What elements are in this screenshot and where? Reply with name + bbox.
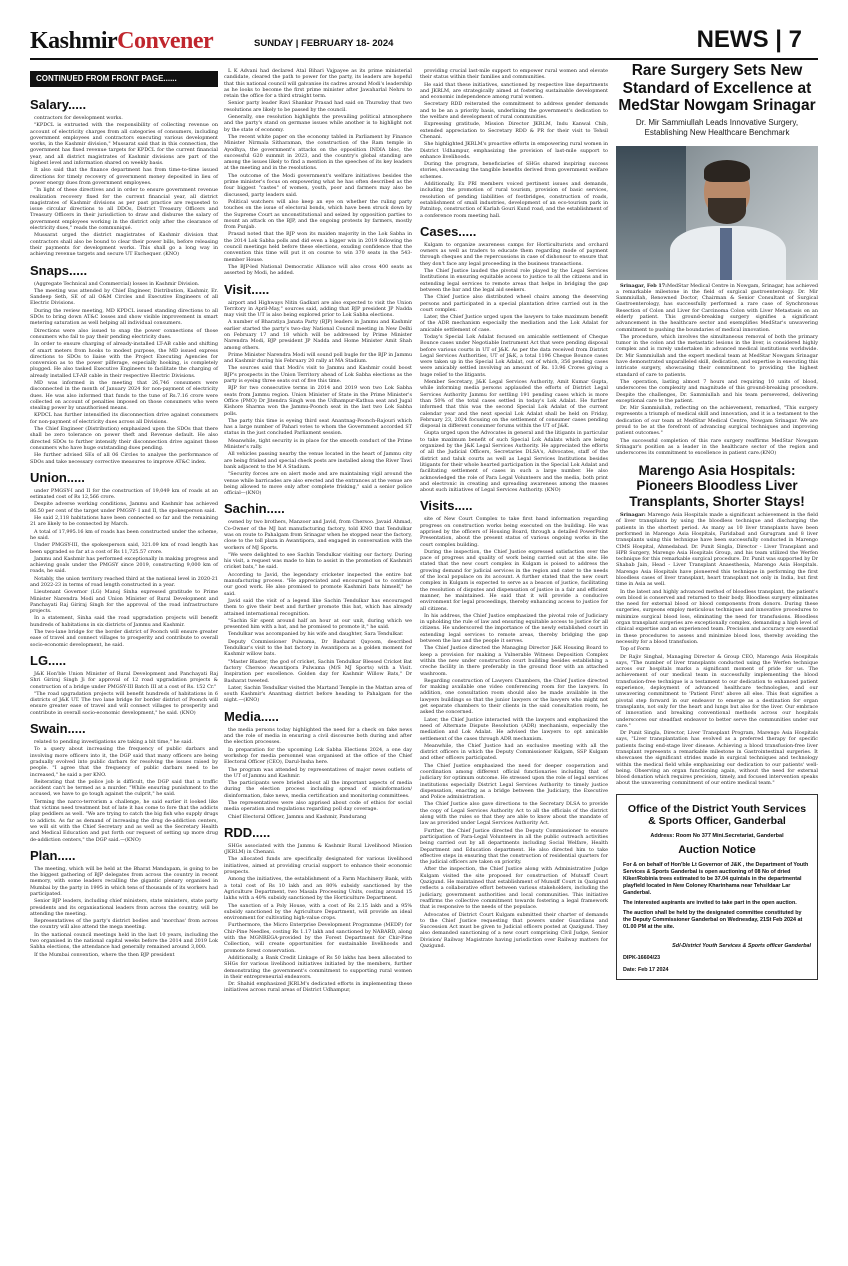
right-column [616, 62, 818, 980]
notice-heading: Auction Notice [678, 843, 756, 856]
article-paragraph: He further advised SEs of all 06 Circles to analyse the performance of SDOs and take necessary corrective measures to improve AT&C index. [30, 452, 218, 465]
dateline: SUNDAY | FEBRUARY 18- 2024 [254, 38, 394, 49]
article-paragraph: The meeting was attended by Chief Engineer, Distribution, Kashmir, Er. Sandeep Seth, SE of all O&M Circles and Executive Engineers of all Electric Divisions. [30, 287, 218, 307]
notice-address: Address: Room No 377 Mini.Secretariat, Ganderbal [650, 832, 784, 839]
article-paragraph: "Master Blaster, the god of cricket, Sachin Tendulkar Blessed Cricket Bat factory Chersoo Awantipora Pulwama (M/S MJ Sports) with a Visit. Inspiration per excellence. Golden day for Kashmir Willow Bats," Dr Basharat tweeted. [224, 658, 412, 684]
article-paragraph: "In light of these directives and in order to ensure government revenue realization recovery fixed for the current financial year, all district magistrates of Kashmir divisions as per past practice are requested to issue circular directions to all DDOs, District Treasury Officers and Treasury Officers in their jurisdiction to draw and disburse the salary of government employees working in the district only after the clearance of electricity dues," reads the communiqué. [30, 187, 218, 232]
medstar-para-2: The procedure, which involves the simultaneous removal of both the primary tumor in the colon and the metastatic lesions in the liver, is considered highly complex and is rarely undertaken in advanced medical institutions worldwide. Dr. Mir Sammiullah and the expert medical team at MedStar Nowgam Srinagar have demonstrated unparalleled skill, dedication, and expertise in executing this intricate surgery, showcasing their commitment to providing the highest standard of care to patients. [616, 333, 818, 378]
marengo-para-2: In the latest and highly advanced method of bloodless transplant, the patient's own blood is conserved and returned to their body. Bloodless surgery eliminates the need for external blood or blood components from donors. During these surgeries, surgeons employ meticulous techniques and innovative procedures to minimize surgical blood loss, eliminating the need for transfusions. Bloodless organ transplant surgeries are exceptionally complex, demanding a high level of clinical expertise and an experienced team. Precision and accuracy are essential in these procedures to assess and minimize blood loss, thereby avoiding the necessity for a blood transfusion. [616, 588, 818, 645]
article-heading[interactable]: Salary..... [30, 97, 87, 112]
marengo-para-1: Marengo Asia Hospitals made a significant achievement in the field of liver transplants by using the bloodless technique and discharging the patients in the shortest period. As many as 10 liver transplants have been performed in Marengo Asia Hospitals, Faridabad and Gurugram and 8 liver transplants using this technique have been successfully conducted in Marengo CIMS Hospital, Ahmedabad. Dr. Punit Singla, Director - Liver Transplant and HPB Surgery, Marengo Asia Hospitals Group, and his team utilized the Werfen technique for this remarkable surgical procedure. Dr. Punit was supported by Dr Shabab Jain, Head - Liver Transplant Anaesthesia, Marengo Asia Hospitals. Marengo Asia Hospitals have pioneered this technique in performing the first bloodless cases of liver transplant, heart transplant not only in India, but first time in Asia as well. [616, 512, 818, 588]
article-paragraph: Chief Electoral Officer, Jammu and Kashmir, Pandurang [228, 813, 367, 820]
medstar-para-3: The operation, lasting almost 7 hours and requiring 10 units of blood, underscores the complexity and magnitude of this ground-breaking procedure. Despite the challenges, Dr. Sammiullah and his team persevered, delivering exceptional care to the patient. [616, 378, 818, 404]
article-paragraph: The Chief Engineer (Distribution) emphasized upon the SDOs that there shall be zero tolerance on power theft and Revenue default. He also directed SDOs to further intensify their disconnection drive against those consumers who have huge outstanding dues pending. [30, 426, 218, 451]
article-paragraph: The representatives were also apprised about code of ethics for social media operation and regulations regarding poll day coverage. [224, 799, 412, 813]
article-paragraph: The program was attended by representatives of major news outlets of the UT of Jammu and Kashmir. [224, 766, 412, 779]
notice-body [623, 862, 811, 931]
masthead-rule [30, 58, 818, 60]
article-paragraph: Additionally, Ex PRI members voiced pertinent issues and demands, including the promotion of rural tourism, provision of basic services, resolution of pending liabilities of footbridges, construction of roads, establishment of small industries, development of an eco-tourism park in Patnitop, construction of Karlah Gouri Kund road, and the establishment of a conference room meeting hall. [420, 181, 608, 219]
notice-date: Date: Feb 17 2024 [623, 966, 669, 973]
article-paragraph: Meanwhile, tight security is in place for the smooth conduct of the Prime Minister's rally. [224, 437, 412, 451]
auction-notice [616, 794, 818, 980]
article-paragraph: Among the initiatives, the establishment of a Farm Machinery Bank, with a total cost of Rs 10 lakh and an 80% subsidy sanctioned by the Agriculture Department, two Masala Processing Units, costing around 15 lakhs with a 40% subsidy sanctioned by the Horticulture Department. [224, 876, 412, 902]
article-paragraph: BJP for two consecutive terms in 2014 and 2019 won two Lok Sabha seats from Jammu region. Union Minister of State in the Prime Minister's Office (PMO) Dr Jitendra Singh won the Udhampur-Kathua seat and Jugal Kishore Sharma won the Jammu-Poonch seat in the last two Lok Sabha polls. [224, 385, 412, 417]
article-heading[interactable]: Union..... [30, 469, 85, 485]
doctor-photo [616, 146, 818, 280]
article-heading[interactable]: RDD..... [224, 824, 271, 840]
newspaper-logo[interactable] [30, 28, 213, 55]
article-paragraph: "KPDCL is entrusted with the responsibility of collecting revenue on account of electricity charges from all categories of consumers, including government employees and contractors executing various development works, in the Kashmir division," Mussarat said that in this connection, the government has fixed revenue targets for KPDCL for the current financial year, and all district magistrates of Kashmir divisions are part of the highest level and information shared on weekly basis. [30, 122, 218, 167]
article-paragraph: It also said that the finance department has from time-to-time issued directions for timely recovery of government money deposited in lieu of power energy dues from government employees. [30, 167, 218, 186]
article-heading[interactable]: Media..... [224, 708, 279, 724]
column-2 [224, 68, 412, 995]
article-paragraph: During the program, beneficiaries of SHGs shared inspiring success stories, showcasing the tangible benefits derived from government welfare schemes. [420, 161, 608, 180]
article-heading[interactable]: Plan..... [30, 847, 76, 863]
article-paragraph: The recent white paper on the economy tabled in Parliament by Finance Minister Nirmala Sitharaman, the construction of the Ram temple in Ayodhya, the government's attacks on the opposition INDIA bloc, the successful G20 summit in 2023, and the country's global standing are among the issues likely to find a mention in the speeches of its key leaders at the meeting and in the resolutions. [224, 133, 412, 172]
article-paragraph: In a statement, Sinha said the road upgradation projects will benefit hundreds of habitations in six districts of Jammu and Kashmir. [30, 615, 218, 628]
medstar-article [616, 283, 818, 457]
article-paragraph: Dr. Shahid emphasized JKRLM's dedicated efforts in implementing these initiatives across rural areas of District Udhampur, [224, 981, 412, 994]
article-paragraph: Later, the Chief Justice interacted with the lawyers and emphasized the need of Alternate Dispute Resolution (ADR) mechanism, especially the mediation and Lok Adalat. He advised the lawyers to opt amicable settlement of the cases through ADR mechanism. [420, 716, 608, 742]
article-paragraph: According to Javid, the legendary cricketer inspected the entire bat manufacturing process. "He appreciated and encouraged us to continue our good work. He also promised to promote Kashmiri bats himself," he said. [224, 571, 412, 597]
article-paragraph: She highlighted JKRLM's proactive efforts in empowering rural women in District Udhampur, emphasizing the provision of last-mile support to enhance livelihoods. [420, 141, 608, 160]
article-paragraph: Mussarat urged the district magistrates of Kashmir division that contractors shall also be bound to clear their power bills, before releasing their payments for development works. This shall go a long way in achieving revenue targets and secure UT Exchequer. (KNO) [30, 232, 218, 258]
article-paragraph: "Security forces are on alert mode and are maintaining vigil around the venue while barricades are also erected and the entrances at the venue are being allowed to move only after complete frisking," said a senior police official—(KNO) [224, 471, 412, 497]
article-paragraph: Additionally, a Bank Credit Linkage of Rs 50 lakhs has been allocated to SHGs for various livelihood initiatives initiated by the members, further demonstrating the government's commitment to supporting rural women in their entrepreneurial endeavors. [224, 954, 412, 980]
article-paragraph: site of New Court Complex to take first hand information regarding progress on construction works being executed on the building. He was apprised by the officers of Housing Board, through a detailed PowerPoint Presentation, about the present status of various ongoing works in the court complex building. [420, 516, 608, 548]
article-paragraph: The BJP-led National Democratic Alliance will also cross 400 seats as asserted by Modi, he added. [224, 263, 412, 277]
article-paragraph: Reiterating that the police job is difficult, the DGP said that a traffic accident can't be termed as a murder. "While ensuring punishment to the accused, we have to go tough against the culprit," he said. [30, 778, 218, 798]
article-paragraph: All vehicles passing nearby the venue located in the heart of Jammu city are being frisked and special check posts are installed along the River Tawi bank adjacent to the M A Stadium. [224, 451, 412, 470]
article-paragraph: Notably, the union territory reached third at the national level in 2020-21 and 2022-23 in terms of road length constructed in a year. [30, 575, 218, 588]
article-paragraph: Prasad noted that the BJP won its maiden majority in the Lok Sabha in the 2014 Lok Sabha polls and did even a bigger win in 2019 following the council meetings held before these elections, exuding confidence that the convention this time will put it on course to win 370 seats in the 543-member House. [224, 231, 412, 263]
article-paragraph: During the review meeting, MD KPDCL issued standing directions to all SDOs to bring down AT&C losses and show visible improvement in smart metering saturation as well helping all individual consumers. [30, 307, 218, 327]
article-paragraph: Member Secretary, J&K Legal Services Authority, Amit Kumar Gupta, while informing media persons applauded the efforts of District Legal Services Authority Jammu for settling 191 pending cases which is more than 50% of the total cases settled in today's Lok Adalat. He further informed that this was the second Special Lok Adalat of the current calendar year and the next special Lok Adalat shall be held on Friday, February 23, 2024 focusing on the settlement of consumer cases pending disposal in different consumer forums within the UT of J&K. [420, 379, 608, 430]
article-paragraph: MD was informed in the meeting that 26,746 consumers were disconnected in the month of January 2024 for non-payment of electricity dues. He was also informed that funds to the tune of Rs.7.16 crore were collected on account of penalties imposed on those consumers who were stealing power by unauthorised means. [30, 379, 218, 412]
article-paragraph: Jammu and Kashmir has performed exceptionally in making progress and achieving goals under the PMGSY since 2019, constructing 9,000 km of roads, he said. [30, 555, 218, 575]
article-paragraph: Directions were also issued to snap the power connections of those consumers who fail to pay their pending electricity dues. [30, 327, 218, 340]
logo-convener: Convener [117, 28, 214, 54]
notice-title: Office of the District Youth Services & Sports Officer, Ganderbal [627, 802, 807, 827]
notice-body-3: The auction shall be held by the designated committee constituted by the Deputy Commissioner Ganderbal on Wednesday, 21St Feb 2024 at 01.00 PM at the site. [623, 909, 803, 930]
article-paragraph: Senior BJP leaders, including chief ministers, state ministers, state party presidents and its organisational leaders from across the country, will be attending the meeting. [30, 898, 218, 917]
article-paragraph: Later, Sachin Tendulkar visited the Martand Temple in the Mattan area of south Kashmir's Anantnag district before heading to Pahalgam for the night.—(KNO) [224, 684, 412, 704]
article-heading[interactable]: Swain..... [30, 721, 86, 737]
article-paragraph: Meanwhile, the Chief Justice had an exclusive meeting with all the district officers in which the Deputy Commissioner Kulgam, SSP Kulgam and other officers participated. [420, 742, 608, 762]
article-paragraph: He said that these initiatives, sanctioned by respective line departments and JKRLM, are strategically aimed at fostering sustainable development and economic independence among rural women. [420, 81, 608, 101]
column-3 [420, 68, 608, 950]
article-paragraph: The outcome of the Modi government's welfare initiatives besides the prime minister's focus on empowering what he has often described as the four biggest "castes" of women, youth, poor and farmers may also be discussed, party leaders said. [224, 172, 412, 198]
article-paragraph: The party this time is eyeing third seat Anantnag-Poonch-Rajouri which has a large number of Pahari votes to whom the Government accorded ST status in the just concluded Parliament session. [224, 417, 412, 437]
article-paragraph: The two-lane bridge for the border district of Poonch will ensure greater ease of travel and connect villages to prosperity and contribute to overall socio-economic development, he said. [30, 629, 218, 648]
article-heading[interactable]: LG..... [30, 652, 67, 668]
article-paragraph: "We were delighted to see Sachin Tendulkar visiting our factory. During his visit, a request was made to him to assist in the promotion of Kashmiri cricket bats," he said. [224, 551, 412, 571]
medstar-subheadline: Dr. Mir Sammiullah Leads Innovative Surgery, Establishing New Healthcare Benchmark [635, 117, 799, 137]
article-paragraph: Later, the Chief Justice urged upon the lawyers to take maximum benefit of the ADR mechanism especially the mediation and the Lok Adalat for amicable settlement of case. [420, 314, 608, 333]
article-paragraph: During the inspection, the Chief Justice expressed satisfaction over the pace of progress and quality of work being carried out at the site. He stated that the new court complex in Kulgam is poised to address the growing demand for judicial services in the region and cater to the needs of the local populace on its account. A further stated that the new court complex in Kulgam is expected to serve as a beacon of justice, facilitating the resolution of disputes and dispensation of justice in a fair and efficient manner, he maintained. He said that it will provide a conducive environment for legal proceedings, thereby enhancing access to justice for all citizens. [420, 548, 608, 612]
article-paragraph: The sources said that Modi's visit to Jammu and Kashmir could boost BJP's prospects in the Union Territory ahead of Lok Sabha elections as the party is eyeing three seats out of five this time. [224, 365, 412, 385]
article-paragraph: He said 2,118 habitations have been connected so far and the remaining 21 are likely to be connected by March. [30, 515, 218, 528]
article-paragraph: A total of 17,995.16 km of roads has been constructed under the scheme, he said. [30, 528, 218, 541]
marengo-para-4: Dr Rajiv Singhal, Managing Director & Group CEO, Marengo Asia Hospitals says, "The number of liver transplants conducted using the Werfen technique across our hospitals marks a significant moment of pride for us. The achievement of our medical team in successfully implementing the blood transfusion-free technique is a testament to our dedication to enhanced patient experience, deployment of advanced healthcare technologies, and our unwavering commitment to 'Patient First' above all else. This feat signifies a pivotal step forward in our endeavor to emerge as a destination for organ transplants, not only for the heart and lungs but also for the liver. Our embrace of innovation and breaking conventional methods across our hospitals underscores our steadfast endeavor to better serve the communities under our care." [616, 653, 818, 729]
article-heading[interactable]: Sachin..... [224, 501, 285, 517]
article-paragraph: Under PMGSY-III, the spokesperson said, 321.09 km of road length has been upgraded so far at a cost of Rs 11,725.57 crore. [30, 542, 218, 555]
article-paragraph: L K Advani had declared Atal Bihari Vajpayee as its prime ministerial candidate, cleared the path to power for the party, its leaders are hopeful that this national council will galvanise its cadres around Modi's leadership as he looks to become the first prime minister after Jawaharlal Nehru to retain the office for a third straight term. [224, 68, 412, 100]
article-paragraph: Further, the Chief Justice directed the Deputy Commissioner to ensure participation of Para-Legal Volunteers in all the public outreach activities being carried out by all departments including Social Welfare, Health Department and Education department. He also directed him to take effective steps in ensuring that the construction of residential quarters for the judicial officers are taken on priority. [420, 827, 608, 866]
article-paragraph: In preparation for the upcoming Lok Sabha Elections 2024, a one day workshop for media personnel was organised at the office of the Chief Electoral Officer (CEO), Darul-Insha here. [224, 746, 412, 766]
article-paragraph: Senior party leader Ravi Shankar Prasad had said on Thursday that two resolutions are likely to be passed by the council. [224, 100, 412, 113]
section-page-label: NEWS | 7 [696, 26, 802, 53]
article-paragraph: The meeting, which will be held at the Bharat Mandapam, is going to be the biggest gathering of BJP delegates from across the country in recent memory, with some leaders recalling the gigantic plenary organised in Mumbai by the party in 1995 in which tens of thousands of its workers had participated. [30, 865, 218, 897]
article-paragraph: Expressing gratitude, Mission Director JKRLM, Indu Kanwal Chib, extended appreciation to Secretary RDD & PR for their visit to Tehsil Chenani. [420, 121, 608, 140]
article-paragraph: To a query about increasing the frequency of public darbars and involving more officers into it, the DGP said that many officers are being gradually evolved into public darbars for resolving the issues raised by people. "I agree that the frequency of public darbars need to be increased," he said a per KNO. [30, 746, 218, 778]
article-paragraph: SHGs associated with the Jammu & Kashmir Rural Livelihood Mission (JKRLM) in Chenani. [224, 842, 412, 856]
article-paragraph: In the national council meetings held in the last 10 years, including the two organised in the national capital weeks before the 2014 and 2019 Lok Sabha elections, the attendance had generally remained around 3,000. [30, 931, 218, 951]
article-paragraph: airport and Highways Nitin Gadkari are also expected to visit the Union Territory in April-May," sources said, adding that BJP president JP Nadda may visit the UT is also being explored prior to Lok Sabha elections. [224, 299, 412, 319]
article-paragraph: The Chief Justice also gave directions to the Secretary DLSA to provide the copy of Legal Services Authority Act to all the officials of the district along with the rules so that they are able to know about the mandate of law as provided under Legal Services Authority Act. [420, 801, 608, 827]
article-paragraph: the media persons today highlighted the need for a check on fake news and the role of media in ensuring a civil discourse both during and after the election processes. [224, 726, 412, 746]
article-paragraph: J&K Hon'ble Union Minister of Rural Development and Panchayati Raj Shri Giriraj Singh Ji for approval of 12 road upgradation projects & construction of a bridge under PMGSY-III Batch III at a cost of Rs. 152 Cr." [30, 670, 218, 690]
article-paragraph: Regarding construction of Lawyers Chambers, the Chief Justice directed for making available one video conferencing room for the lawyers. In addition, one consultation room should also be made available in the lawyers buildings so that the junior lawyers or the lawyers who might not get separate chambers to their clients in the said consultation room, he asked the concerned. [420, 677, 608, 716]
article-paragraph: Javid said the visit of a legend like Sachin Tendulkar has encouraged them to give their best and further promote this bat, which has already attained international recognition. [224, 597, 412, 617]
article-paragraph: If the Mumbai convention, where the then BJP president [34, 951, 175, 958]
article-paragraph: Representatives of the party's district bodies and 'morchas' from across the country will also attend the mega meeting. [30, 918, 218, 931]
article-paragraph: Tendulkar was accompanied by his wife and daughter, Sara Tendulkar. [228, 631, 404, 638]
article-paragraph: The Chief Justice lauded the pivotal role played by the Legal Services Institutions in ensuring equitable access to justice to all the citizens and in extending legal services to remote areas that helps in bridging the gap between the bar and the legal aid seekers. [420, 268, 608, 293]
medstar-para-5: The successful completion of this rare surgery reaffirms MedStar Nowgam Srinagar's position as a leader in the healthcare sector of the region and underscores its commitment to excellence in patient care.(KNO) [616, 437, 818, 457]
article-paragraph: In order to ensure charging of already-installed LT-AB cable and shifting of smart meters from hooks to modest purpose, the MD issued express directions to SDOs to liaise with the Project Executing Agencies for conversion as to the power pilferage, especially hooking, is completely plugged. He also tasked Executive Engineers to facilitate the charging of already installed LT-AB cable in their respective Electric Divisions. [30, 341, 218, 379]
marengo-article [616, 512, 818, 787]
marengo-para-3: Top of Form [620, 646, 650, 653]
article-paragraph: The participants were briefed about all the important aspects of media during the election process including spread of misinformation/ disinformation, fake news, media certification and monitoring committees. [224, 780, 412, 799]
article-paragraph: Generally, one resolution highlights the prevailing political atmosphere and the party's stand on germane issues while another is to highlight not by the state of economy. [224, 114, 412, 133]
article-heading[interactable]: Snaps..... [30, 262, 88, 278]
article-paragraph: The allocated funds are specifically designated for various livelihood initiatives, aimed at providing crucial support to enhance their economic prospects. [224, 856, 412, 876]
article-paragraph: "The road upgradation projects will benefit hundreds of habitations in 6 districts of J&K UT. The two lane bridge for border district of Poonch will ensure greater ease of travel and will connect villages to prosperity and contribute in overall socio-economic development," he said. (KNO) [30, 690, 218, 716]
medstar-dateline: Srinagar, Feb 17: [620, 282, 667, 289]
article-paragraph: After the inspection, the Chief Justice along with Administrative Judge Kulgam visited the site proposed for construction of Mutsaff Court Qazigund. He maintained that establishment of Munsiff Court in Qazigund reflects a collaborative effort between various stakeholders, including the judiciary, government authorities and local communities. This initiative reaffirms the collective commitment towards fostering a legal framework that is responsive to the needs of the populace. [420, 866, 608, 911]
article-paragraph: related to pending investigations are taking a bit time," he said. [34, 739, 193, 746]
article-heading[interactable]: Visit..... [224, 281, 270, 297]
logo-kashmir: Kashmir [30, 28, 118, 54]
notice-dipk: DIPK-16604/23 [623, 954, 661, 961]
article-paragraph: providing crucial last-mile support to empower rural women and elevate their status within their families and communities. [420, 68, 608, 81]
article-paragraph: The Chief Justice directed the Managing Director J&K Housing Board to keep a provision for making a Vulnerable Witness Deposition Complex within the new under construction court building besides establishing a creche facility in there preferably in the ground floor with an attached washroom. [420, 645, 608, 677]
marengo-dateline: Srinagar: [620, 512, 646, 519]
article-paragraph: Political watchers will also keep an eye on whether the ruling party touches on the issue of electoral bonds, which have been struck down by the Supreme Court as unconstitutional and seized by opposition parties to mount an attack on the BJP, and the ongoing protests by farmers, mostly from Punjab. [224, 198, 412, 231]
article-paragraph: Lieutenant Governor (LG) Manoj Sinha expressed gratitude to Prime Minister Narendra Modi and Union Minister of Rural Development and Panchayati Raj Giriraj Singh for the approval of the road infrastructure projects. [30, 589, 218, 615]
article-paragraph: Prime Minister Narendra Modi will sound poll bugle for the BJP in Jammu and Kashmir during his February 20 rally at MA Stadium. [224, 351, 412, 365]
article-paragraph: Gupta urged upon the Advocates in general and the litigants in particular to take maximum benefit of such Special Lok Adalats which are being organized by the J&K Legal Services Authority. He appreciated the efforts of all the Judicial Officers, Secretaries DLSA's, Advocates, staff of the district and taluk courts as well as Legal Services Institutions besides litigants for their whole hearted participation in the Special Lok Adalat and facilitating settlement of cases in such a large number. He also acknowledged the role of Para Legal Volunteers and the media, both print and electronic in creating and spreading awareness among the masses about such initiatives of Legal Services Authority. (KNO) [420, 430, 608, 494]
article-paragraph: Kulgam to organize awareness camps for Horticulturists and orchard owners as well as traders to educate them regarding mode of payment through cheques and the repercussions in case of dishonour to ensure that they don't face any legal proceeding in the business transactions. [420, 241, 608, 267]
article-paragraph: KPDCL has further intensified its disconnection drive against consumers for non-payment of electricity dues across all Divisions. [30, 412, 218, 425]
notice-signature: Sd/-District Youth Services & Sports officer Ganderbal [672, 942, 811, 949]
article-heading[interactable]: Visits..... [420, 498, 473, 514]
article-paragraph: "Sachin Sir spent around half an hour at our unit, during which we presented him with a bat, and he promised to promote it," he said. [224, 617, 412, 631]
article-paragraph: The Chief Justice emphasized the need for deeper cooperation and coordination among different official functionaries including that of judiciary for optimum outcome. He stressed upon the role of legal services institutions especially District Legal Services Authority to timely justice dispensation, enacting as a bridge between the Judiciary, the Executive and Police administration. [420, 762, 608, 801]
notice-body-1: For & on behalf of Hon'ble Lt Governor of J&K , the Department of Youth Services & Sports Ganderbal is open auctioning of 08 No of dried Kiker/Robinia trees estimated to be 37.04 quintals in the departmental playfield located in New Coloney Kharinhama near Tehsildaar Lar Ganderbal. [623, 861, 809, 896]
article-paragraph: Advocates of District Court Kulgam submitted their charter of demands to the Chief Justice requesting that powers under Guardians and Succession Act must be given to Judicial officers posted at Qazigund. They also demanded sanctioning of a new court comprising Civil Judge, Senior Division/ Railway Magistrate having jurisdiction over Railway matters for Qazigund. [420, 911, 608, 949]
article-paragraph: Furthermore, the Micro Enterprise Development Programme (MEDP) for Chir-Pine Needles, costing Rs 1.17 lakh and sanctioned by NABARD, along with the MGNREGA-provided by the Forest Department for Chir-Pine Collection, will create opportunities for sustainable livelihoods and promote forest conservation. [224, 922, 412, 954]
article-paragraph: The Chief Justice also distributed wheel chairs among the deserving persons and participated in a special plantation drive carried out in the court complex. [420, 294, 608, 313]
article-paragraph: Despite adverse working conditions, Jammu and Kashmir has achieved 86.50 per cent of the target under PMGSY- I and II, the spokesperson said. [30, 501, 218, 514]
article-paragraph: under PMGSY-I and II for the construction of 19,049 km of roads at an estimated cost of Rs 12,566 crore. [30, 487, 218, 501]
medstar-headline[interactable]: Rare Surgery Sets New Standard of Excellence at MedStar Nowgam Srinagar [618, 62, 816, 114]
column-1 [30, 92, 218, 959]
masthead [0, 0, 848, 66]
article-paragraph: Terming the narco-terrorism a challenge, he said earlier it looked like that victims need treatment but of late it has come to fore that the addicts play peddlers as well. "We are trying to catch the big fish who supply drugs to addicts. As far as demand of increasing the drug de-addiction centers, we will sit with the Chief Secretary and as well as the Secretary Health and Medical Education and put forth our request of setting up more drug de-addiction centers," the DGP said.—(KNO) [30, 798, 218, 843]
notice-body-2: The interested aspirants are invited to take part in the open auction. [623, 899, 797, 906]
article-paragraph: A number of Bharatiya Janata Party (BJP) leaders in Jammu and Kashmir earlier started the party's two-day National Council meeting in New Delhi on February 17 and 18 which will be addressed by Prime Minister Narendra Modi, BJP president JP Nadda and Home Minister Amit Shah among others. [224, 319, 412, 351]
marengo-para-5: Dr Punit Singla, Director, Liver Transplant Program, Marengo Asia Hospitals says, "Liver transplantation has evolved as a preferred therapy for specific patients facing end-stage liver disease. Achieving a blood transfusion-free liver transplant represents a remarkable milestone in Gastrointestinal surgeries. It showcases the significant strides made in surgical techniques and technology within the medical field while emphasizing our dedication to our patients' well-being. Observing an organ functioning again, without the need for external blood donation which requires precision, timely, and focused intervention speaks about the unwavering commitment of our entire medical team." [616, 730, 818, 787]
continued-banner: CONTINUED FROM FRONT PAGE...... [30, 71, 218, 87]
marengo-headline[interactable]: Marengo Asia Hospitals: Pioneers Bloodless Liver Transplants, Shorter Stays! [629, 462, 805, 509]
article-heading[interactable]: Cases..... [420, 223, 477, 239]
article-paragraph: owned by two brothers, Manzoor and Javid, from Chersoo. Javaid Ahmad, Co-Owner of the MJ bat manufacturing factory, told KNO that Tendulkar was on route to Pahalgam from Srinagar when he stopped near the factory, close to the toll plaza in Awantipora, and engaged in conversation with the workers of MJ Sports. [224, 519, 412, 551]
article-paragraph: Secretary RDD reiterated the commitment to address gender demands and to be an a priority basis, underlining the government's dedication to the welfare and development of rural communities. [420, 101, 608, 121]
article-paragraph: Deputy Commissioner Pulwama, Dr Basharat Qayoom, described Tendulkar's visit to the bat factory in Awantipora as a golden moment for Kashmir willow bats. [224, 638, 412, 658]
article-paragraph: In his address, the Chief Justice emphasized the pivotal role of Judiciary in upholding the rule of law and ensuring equitable access to justice for all citizens. He underscored the importance of the newly established court in extending legal services to remote areas, thereby bridging the gap between the law and the people it serves. [420, 612, 608, 645]
medstar-para-1: MedStar Medical Centre in Nowgam, Srinagar, has achieved a remarkable milestone in the field of surgical gastroenterology. Dr. Mir Sammiullah, Renowned Doctor, Chairman & Senior Consultant of Surgical Gastroenterology, has successfully performed a rare case of Synchronous Resection of Colon and Liver for Carcinoma Colon with Liver Metastasis on an elderly patient. This ground-breaking surgery signifies a significant advancement in the healthcare sector and exemplifies MedStar's unwavering commitment to pushing the boundaries of medical innovation. [616, 282, 818, 333]
article-paragraph: Today's Special Lok Adalat focused on amicable settlement of Cheque Bounce cases under Negotiable Instrument Act that were pending disposal before various courts in UT of J&K. As per the data received from District Legal Services Authorities, UT of J&K, a total 1196 Cheque Bounce cases were taken up in the Special Lok Adalat, out of which, 356 pending cases were amicably settled involving an amount of Rs. 13.96 Crores giving a huge relief to the litigants. [420, 333, 608, 378]
article-paragraph: The sanction of a Poly House, with a cost of Rs 2.15 lakh and a 95% subsidy sanctioned by the Agriculture Department, will provide an ideal environment for cultivating high-value crops. [224, 902, 412, 922]
article-paragraph: contractors for development works. [34, 115, 123, 121]
article-paragraph: (Aggregate Technical and Commercial) losses in Kashmir Division. [34, 280, 200, 287]
medstar-para-4: Dr. Mir Sammiullah, reflecting on the achievement, remarked, "This surgery represents a triumph of medical skill and innovation, and it is a testament to the dedication of our team at MedStar Medical Centre, Nowgam Srinagar. We are proud to be at the forefront of advancing surgical techniques and improving patient outcomes." [616, 405, 818, 437]
